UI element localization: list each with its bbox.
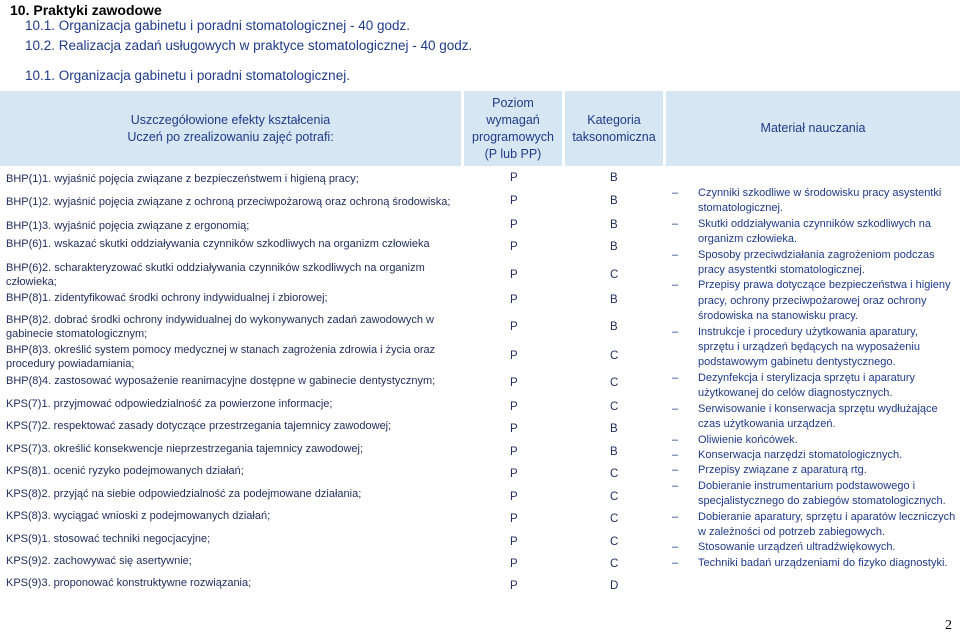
header-outcomes: [0, 91, 461, 166]
list-item: – Przepisy prawa dotyczące bezpieczeństwa i higieny pracy, ochrony przeciwpożarowej oraz ochrony środowiska na stanowisku pracy.: [672, 279, 951, 323]
level-cell: P: [510, 219, 518, 231]
header-level-l1: Poziom: [492, 95, 534, 110]
list-item: – Stosowanie urządzeń ultradźwiękowych.: [672, 541, 896, 554]
category-cell: B: [610, 219, 618, 231]
header-level-l2: wymagań: [486, 112, 540, 127]
level-cell: P: [510, 241, 518, 253]
table-row-text: KPS(7)3. określić konsekwencje nieprzestrzegania tajemnicy zawodowej;: [6, 443, 364, 455]
level-cell: P: [510, 513, 518, 525]
level-cell: P: [510, 321, 518, 333]
table-row-text: BHP(1)3. wyjaśnić pojęcia związane z ergonomią;: [6, 220, 250, 232]
table-row-text: BHP(1)1. wyjaśnić pojęcia związane z bezpieczeństwem i higieną pracy;: [6, 173, 359, 185]
table-row-text: KPS(8)3. wyciągać wnioski z podejmowanych działań;: [6, 510, 271, 522]
list-item: – Czynniki szkodliwe w środowisku pracy asystentki stomatologicznej.: [672, 187, 942, 215]
level-cell: P: [510, 350, 518, 362]
list-item: – Instrukcje i procedury użytkowania aparatury, sprzętu i urządzeń będących na wyposażeniu podstawowym gabinetu dentystycznego.: [672, 325, 920, 369]
level-cell: P: [510, 423, 518, 435]
category-cell: B: [610, 423, 618, 435]
category-cell: B: [610, 321, 618, 333]
list-item: – Skutki oddziaływania czynników szkodliwych na organizm człowieka.: [672, 217, 931, 246]
list-item: – Dezynfekcja i sterylizacja sprzętu i aparatury użytkowanej do celów diagnostycznych.: [672, 371, 916, 400]
category-cell: B: [610, 241, 618, 253]
page-number: 2: [945, 618, 952, 633]
level-cell: P: [510, 558, 518, 570]
table-row-text: KPS(7)1. przyjmować odpowiedzialność za powierzone informacje;: [6, 398, 333, 410]
level-cell: P: [510, 377, 518, 389]
header-materials-label: Materiał nauczania: [760, 121, 866, 135]
level-cell: P: [510, 536, 518, 548]
table-row-text: BHP(8)4. zastosować wyposażenie reanimacyjne dostępne w gabinecie dentystycznym;: [6, 375, 436, 387]
level-cell: P: [510, 491, 518, 503]
header-materials: [666, 91, 960, 166]
table-row-text: KPS(9)2. zachowywać się asertywnie;: [6, 555, 192, 567]
header-outcomes-line1: Uszczegółowione efekty kształcenia: [130, 112, 331, 127]
list-item: – Sposoby przeciwdziałania zagrożeniom podczas pracy asystentki stomatologicznej.: [672, 248, 935, 277]
category-cell: C: [610, 377, 619, 389]
category-cell: C: [610, 401, 619, 413]
toc-item-2[interactable]: 10.2. Realizacja zadań usługowych w praktyce stomatologicznej - 40 godz.: [25, 38, 473, 53]
list-item: – Przepisy związane z aparaturą rtg.: [672, 464, 867, 477]
category-cell: C: [610, 536, 619, 548]
table-row-text: KPS(9)3. proponować konstruktywne rozwiązania;: [6, 577, 252, 589]
category-cell: D: [610, 580, 619, 592]
list-item: – Dobieranie instrumentarium podstawowego i specjalistycznego do zabiegów stomatologicznych.: [672, 479, 946, 508]
list-item: – Serwisowanie i konserwacja sprzętu wydłużające czas użytkowania urządzeń.: [672, 402, 938, 431]
table-row-text: BHP(8)3. określić system pomocy medycznej w stanach zagrożenia zdrowia i życia oraz procedury powiadamiania;: [6, 344, 436, 370]
table-row-text: KPS(8)1. ocenić ryzyko podejmowanych działań;: [6, 465, 244, 477]
level-cell: P: [510, 269, 518, 281]
table-row-text: BHP(8)1. zidentyfikować środki ochrony indywidualnej i zbiorowej;: [6, 292, 328, 304]
toc-item-1[interactable]: 10.1. Organizacja gabinetu i poradni stomatologicznej - 40 godz.: [25, 18, 410, 33]
header-category: [565, 91, 663, 166]
list-item: – Oliwienie końcówek.: [672, 433, 798, 446]
category-cell: C: [610, 513, 619, 525]
category-cell: B: [610, 294, 618, 306]
category-cell: B: [610, 172, 618, 184]
table-row-text: BHP(6)1. wskazać skutki oddziaływania czynników szkodliwych na organizm człowieka: [6, 238, 430, 250]
table-row-text: BHP(1)2. wyjaśnić pojęcia związane z ochroną przeciwpożarową oraz ochroną środowiska;: [6, 196, 451, 208]
table-row-text: KPS(7)2. respektować zasady dotyczące przestrzegania tajemnicy zawodowej;: [6, 420, 392, 432]
category-cell: B: [610, 195, 618, 207]
table-row-text: KPS(9)1. stosować techniki negocjacyjne;: [6, 533, 211, 545]
header-level-l3: programowych: [472, 129, 554, 144]
category-cell: C: [610, 269, 619, 281]
header-category-l1: Kategoria: [587, 112, 641, 127]
level-cell: P: [510, 468, 518, 480]
materials-list: [672, 186, 957, 571]
level-cell: P: [510, 172, 518, 184]
header-category-l2: taksonomiczna: [572, 129, 656, 144]
list-item: – Konserwacja narzędzi stomatologicznych.: [672, 448, 903, 461]
header-outcomes-line2: Uczeń po zrealizowaniu zajęć potrafi:: [127, 129, 334, 144]
category-cell: C: [610, 491, 619, 503]
list-item: – Techniki badań urządzeniami do fizyko diagnostyki.: [672, 556, 948, 569]
level-cell: P: [510, 580, 518, 592]
list-item: – Dobieranie aparatury, sprzętu i aparatów leczniczych w zależności od potrzeb zabiegowych.: [672, 510, 956, 538]
category-cell: B: [610, 446, 618, 458]
category-cell: C: [610, 558, 619, 570]
header-level: [464, 91, 562, 166]
level-cell: P: [510, 401, 518, 413]
section-heading: 10.1. Organizacja gabinetu i poradni stomatologicznej.: [25, 68, 350, 83]
level-cell: P: [510, 294, 518, 306]
main-heading: 10. Praktyki zawodowe: [10, 2, 162, 18]
level-cell: P: [510, 195, 518, 207]
category-cell: C: [610, 468, 619, 480]
header-level-l4: (P lub PP): [484, 146, 542, 161]
table-row-text: BHP(8)2. dobrać środki ochrony indywidualnej do wykonywanych zadań zawodowych w gabinecie stomatologicznym;: [6, 314, 434, 340]
level-cell: P: [510, 446, 518, 458]
category-cell: C: [610, 350, 619, 362]
table-row-text: KPS(8)2. przyjąć na siebie odpowiedzialność za podejmowane działania;: [6, 488, 362, 500]
table-row-text: BHP(6)2. scharakteryzować skutki oddziaływania czynników szkodliwych na organizm człowieka;: [6, 262, 425, 288]
